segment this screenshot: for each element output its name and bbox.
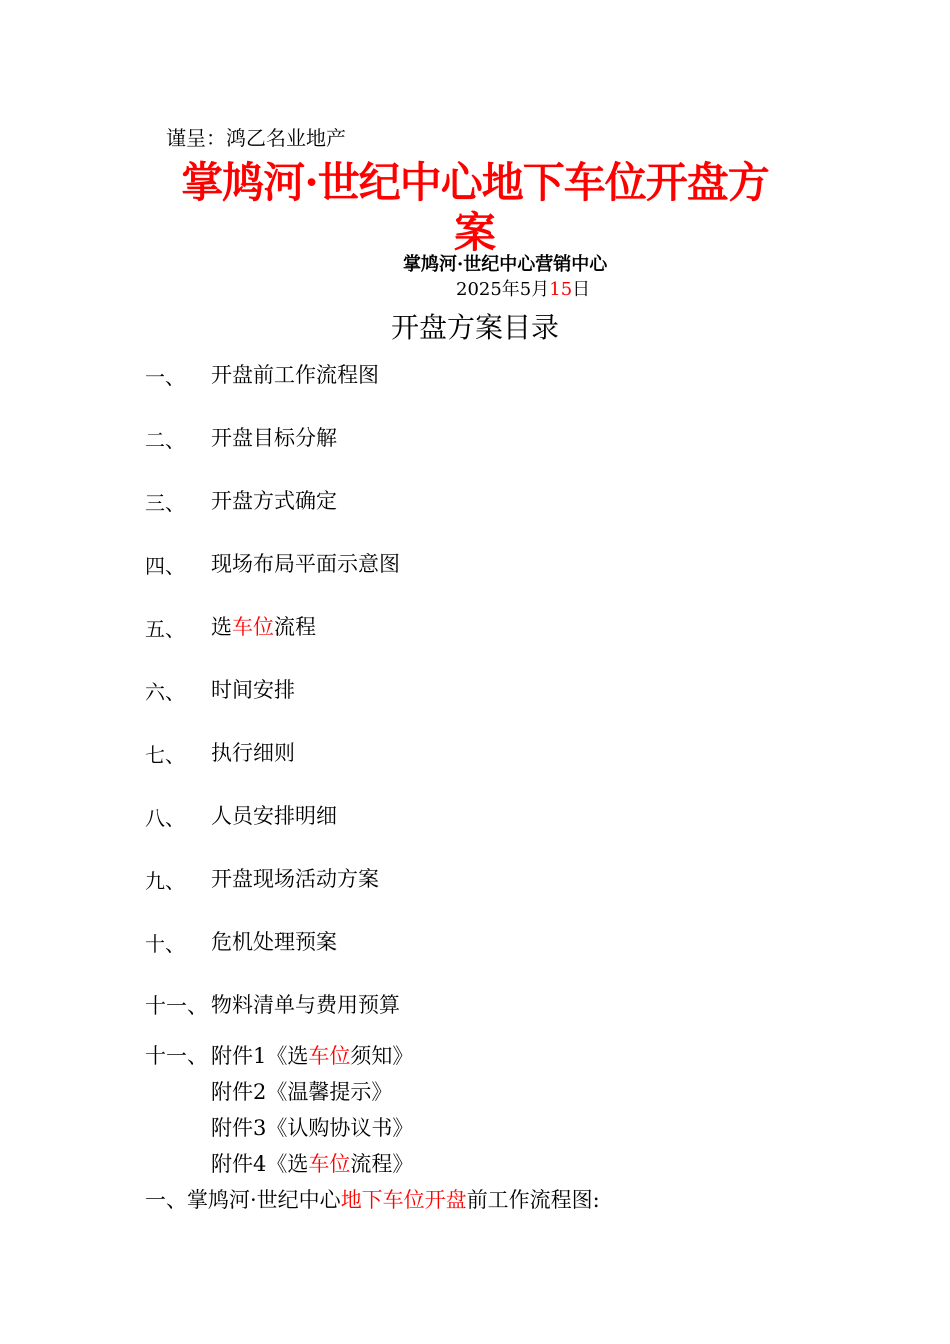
annex-number: 十一、	[145, 1044, 208, 1068]
toc-item-text: 现场布局平面示意图	[211, 552, 400, 576]
toc-item-number: 二、	[145, 428, 185, 452]
annex-highlight: 车位	[308, 1152, 351, 1176]
date-prefix: 2025年5月	[456, 279, 550, 300]
document-title-line-2: 案	[453, 208, 496, 257]
toc-item-number: 十一、	[145, 994, 208, 1018]
toc-item-text: 物料清单与费用预算	[211, 993, 400, 1017]
date-suffix: 日	[572, 279, 591, 300]
presenter-line: 谨呈：鸿乙名业地产	[166, 126, 346, 150]
section-heading-text: 一、掌鸠河·世纪中心	[145, 1188, 341, 1212]
toc-title: 开盘方案目录	[390, 311, 559, 344]
toc-item-text-part: 选	[211, 615, 232, 639]
toc-item-number: 八、	[145, 806, 185, 830]
toc-item-text-part: 流程	[274, 615, 316, 639]
annex-text: 须知》	[350, 1044, 414, 1068]
toc-item-text: 开盘目标分解	[211, 426, 337, 450]
annex-text: 附件3《认购协议书》	[211, 1116, 414, 1140]
toc-item-number: 五、	[145, 617, 185, 641]
toc-item-number: 一、	[145, 365, 185, 389]
toc-item-number: 九、	[145, 869, 185, 893]
section-heading-text: 前工作流程图:	[466, 1188, 600, 1212]
toc-item-text: 开盘现场活动方案	[211, 867, 379, 891]
section-heading-highlight: 地下车位开盘	[340, 1188, 467, 1212]
toc-item-text: 危机处理预案	[211, 930, 337, 954]
toc-item-number: 十、	[145, 932, 185, 956]
toc-item-number: 四、	[145, 554, 185, 578]
toc-item-number: 三、	[145, 491, 185, 515]
section-heading	[145, 1184, 600, 1214]
annex-text: 附件2《温馨提示》	[211, 1080, 393, 1104]
toc-item-text: 人员安排明细	[211, 804, 337, 828]
toc-item-number: 七、	[145, 743, 185, 767]
annex-item	[211, 1112, 413, 1142]
annex-item	[211, 1076, 392, 1106]
toc-item-text: 开盘前工作流程图	[211, 363, 379, 387]
toc-item-text: 执行细则	[211, 741, 295, 765]
annex-item	[211, 1148, 413, 1178]
annex-text: 流程》	[350, 1152, 414, 1176]
document-title-line-1: 掌鸠河·世纪中心地下车位开盘方	[181, 158, 769, 207]
annex-highlight: 车位	[308, 1044, 351, 1068]
date-day: 15	[549, 279, 573, 300]
toc-item-text: 开盘方式确定	[211, 489, 337, 513]
annex-text: 附件1《选	[211, 1044, 309, 1068]
toc-item-number: 六、	[145, 680, 185, 704]
annex-text: 附件4《选	[211, 1152, 309, 1176]
toc-item-highlight: 车位	[232, 615, 274, 639]
annex-item	[211, 1040, 413, 1070]
document-date	[456, 275, 590, 301]
toc-item-text	[211, 611, 316, 641]
toc-item-text: 时间安排	[211, 678, 295, 702]
organization-name: 掌鸠河·世纪中心营销中心	[403, 254, 608, 275]
